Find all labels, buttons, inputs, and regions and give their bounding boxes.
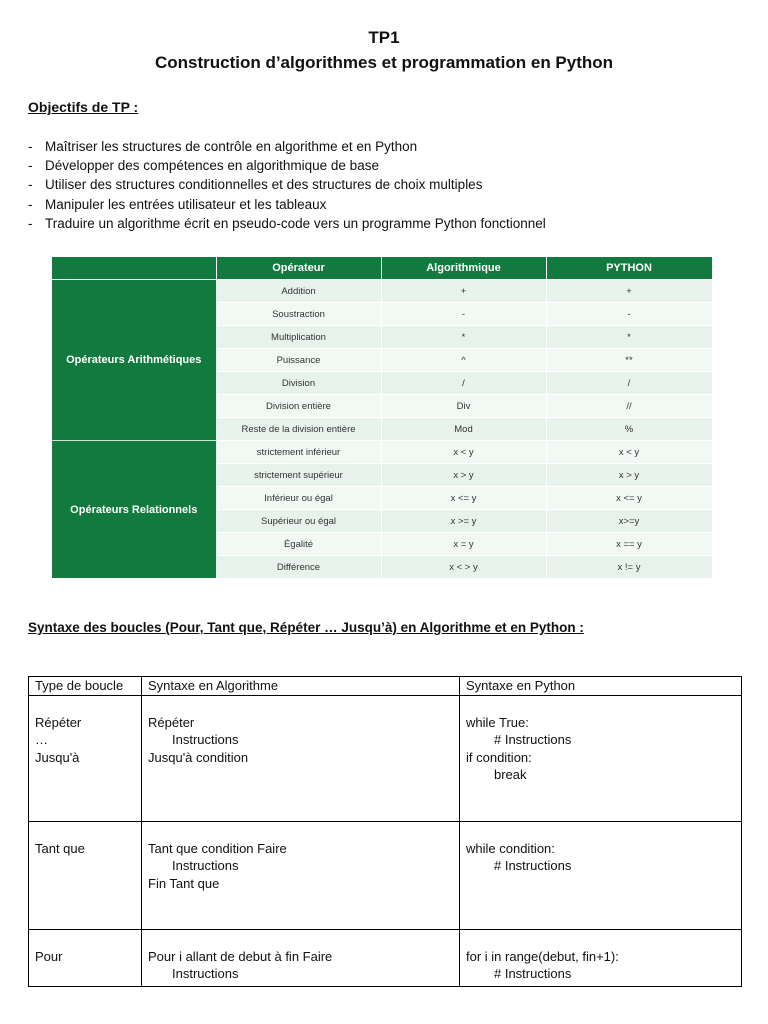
operator-algo: x < y	[381, 441, 546, 464]
loop-row	[29, 929, 742, 986]
header-python-syntax: Syntaxe en Python	[460, 677, 742, 696]
operator-name: Égalité	[216, 533, 381, 556]
objective-item: - Manipuler les entrées utilisateur et les tableaux	[28, 196, 327, 212]
operator-python: *	[546, 326, 712, 349]
operator-algo: Div	[381, 395, 546, 418]
loop-algo-cell	[142, 821, 460, 929]
code-line: break	[494, 767, 527, 783]
operator-algo: x = y	[381, 533, 546, 556]
code-line: Instructions	[172, 858, 239, 874]
loop-row	[29, 695, 742, 821]
loop-python-cell	[460, 695, 742, 821]
header-empty	[52, 257, 216, 280]
code-line: Répéter	[35, 714, 82, 730]
operator-algo: /	[381, 372, 546, 395]
operator-row	[52, 441, 712, 464]
objectives-list	[28, 137, 546, 233]
operator-name: Multiplication	[216, 326, 381, 349]
code-line: Instructions	[172, 966, 239, 982]
code-line: Pour	[35, 948, 63, 964]
operator-name: Division	[216, 372, 381, 395]
loops-table	[28, 676, 742, 987]
header-algo-syntax: Syntaxe en Algorithme	[142, 677, 460, 696]
operators-table-header	[52, 257, 712, 280]
code-line: Jusqu'à	[35, 749, 80, 765]
operator-category: Opérateurs Arithmétiques	[52, 280, 216, 441]
code-line: Jusqu'à condition	[148, 749, 249, 765]
operator-python: /	[546, 372, 712, 395]
operator-algo: +	[381, 280, 546, 303]
loops-heading: Syntaxe des boucles (Pour, Tant que, Répéter … Jusqu’à) en Algorithme et en Python :	[28, 620, 584, 635]
code-line: while condition:	[466, 840, 555, 856]
operator-python: **	[546, 349, 712, 372]
operator-algo: x > y	[381, 464, 546, 487]
code-line: Instructions	[172, 732, 239, 748]
code-line: while True:	[466, 714, 529, 730]
code-line: # Instructions	[494, 858, 572, 874]
operator-algo: ^	[381, 349, 546, 372]
operator-algo: -	[381, 303, 546, 326]
operator-python: x < y	[546, 441, 712, 464]
operator-category: Opérateurs Relationnels	[52, 441, 216, 579]
operator-python: -	[546, 303, 712, 326]
operator-python: x > y	[546, 464, 712, 487]
code-line: if condition:	[466, 749, 532, 765]
code-line: Fin Tant que	[148, 875, 220, 891]
header-operator: Opérateur	[216, 257, 381, 280]
operator-name: strictement inférieur	[216, 441, 381, 464]
operator-name: Inférieur ou égal	[216, 487, 381, 510]
operators-table	[52, 257, 713, 579]
operator-algo: Mod	[381, 418, 546, 441]
operator-name: Reste de la division entière	[216, 418, 381, 441]
loop-python-cell	[460, 821, 742, 929]
operator-python: x>=y	[546, 510, 712, 533]
operator-python: x <= y	[546, 487, 712, 510]
operator-name: Différence	[216, 556, 381, 579]
operator-name: Puissance	[216, 349, 381, 372]
header-loop-type: Type de boucle	[29, 677, 142, 696]
operator-algo: x < > y	[381, 556, 546, 579]
operator-algo: *	[381, 326, 546, 349]
code-line: …	[35, 732, 48, 748]
loops-table-header	[29, 677, 742, 696]
header-python: PYTHON	[546, 257, 712, 280]
page-subtitle: Construction d’algorithmes et programmation en Python	[154, 53, 614, 72]
objective-item: - Développer des compétences en algorithmique de base	[28, 158, 379, 174]
code-line: Répéter	[148, 714, 195, 730]
code-line: # Instructions	[494, 966, 572, 982]
operator-name: Soustraction	[216, 303, 381, 326]
operator-row	[52, 280, 712, 303]
code-line: Pour i allant de debut à fin Faire	[148, 948, 333, 964]
operator-name: Addition	[216, 280, 381, 303]
objective-item: - Maîtriser les structures de contrôle en algorithme et en Python	[28, 139, 418, 154]
objective-item: - Traduire un algorithme écrit en pseudo-code vers un programme Python fonctionnel	[28, 215, 546, 231]
header-algorithmique: Algorithmique	[381, 257, 546, 280]
objectives-heading: Objectifs de TP :	[28, 99, 139, 115]
operator-name: Division entière	[216, 395, 381, 418]
loop-type-cell	[29, 929, 142, 986]
objective-item: - Utiliser des structures conditionnelles et des structures de choix multiples	[28, 177, 483, 193]
operator-name: Supérieur ou égal	[216, 510, 381, 533]
operator-python: //	[546, 395, 712, 418]
code-line: Tant que condition Faire	[148, 840, 287, 856]
operator-python: x != y	[546, 556, 712, 579]
loop-type-cell	[29, 821, 142, 929]
loop-row	[29, 821, 742, 929]
operator-python: +	[546, 280, 712, 303]
code-line: for i in range(debut, fin+1):	[466, 948, 619, 964]
operator-python: x == y	[546, 533, 712, 556]
code-line: Tant que	[35, 840, 85, 856]
code-line: # Instructions	[494, 732, 572, 748]
loop-algo-cell	[142, 695, 460, 821]
operator-algo: x <= y	[381, 487, 546, 510]
loop-type-cell	[29, 695, 142, 821]
loop-algo-cell	[142, 929, 460, 986]
operator-algo: x >= y	[381, 510, 546, 533]
operator-name: strictement supérieur	[216, 464, 381, 487]
page-title: TP1	[368, 28, 400, 47]
operator-python: %	[546, 418, 712, 441]
loop-python-cell	[460, 929, 742, 986]
